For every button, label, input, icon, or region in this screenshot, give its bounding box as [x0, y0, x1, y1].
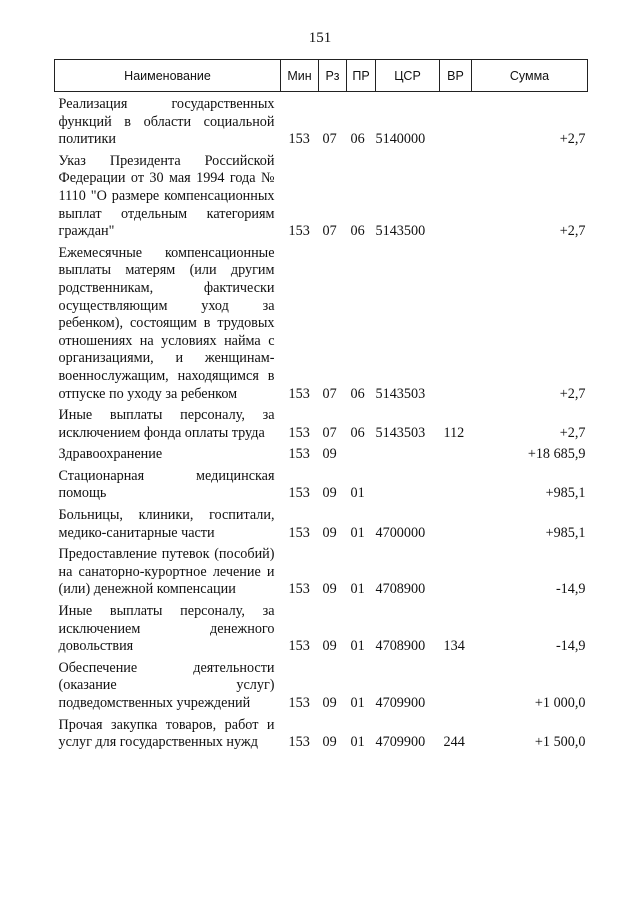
cell-vr — [440, 468, 472, 507]
cell-min: 153 — [288, 524, 310, 541]
table-row — [55, 507, 588, 546]
cell-pr: 01 — [350, 485, 365, 502]
cell-csr: 4709900 — [375, 734, 426, 751]
cell-min: 153 — [288, 446, 310, 463]
cell-sum: +1 500,0 — [534, 734, 586, 751]
header-name: Наименование — [55, 60, 281, 92]
table-row — [55, 245, 588, 407]
cell-vr: 134 — [443, 638, 465, 655]
cell-rz: 09 — [322, 485, 337, 502]
cell-pr: 06 — [350, 424, 365, 441]
cell-pr: 06 — [350, 223, 365, 240]
cell-rz: 07 — [322, 385, 337, 402]
cell-name: Указ Президента Российской Федерации от 30 мая 1994 года № 1110 "О размере компенсационных выплат отдельным категориям граждан" — [58, 152, 275, 240]
cell-pr: 06 — [350, 131, 365, 148]
page-number: 151 — [308, 30, 332, 46]
cell-sum: +2,7 — [559, 424, 586, 441]
cell-vr — [440, 92, 472, 153]
cell-pr — [347, 446, 376, 468]
cell-sum: +1 000,0 — [534, 695, 586, 711]
table-header — [55, 60, 588, 92]
cell-pr: 06 — [350, 385, 365, 402]
cell-csr: 4709900 — [375, 695, 426, 711]
cell-vr — [440, 153, 472, 245]
cell-min: 153 — [288, 223, 310, 240]
header-vr: ВР — [440, 60, 472, 92]
cell-vr — [440, 546, 472, 603]
table-row — [55, 446, 588, 468]
cell-min: 153 — [288, 638, 310, 655]
table-body — [55, 92, 588, 756]
cell-sum: +2,7 — [559, 131, 586, 148]
table-row — [55, 660, 588, 717]
cell-name: Прочая закупка товаров, работ и услуг для государственных нужд — [58, 716, 275, 751]
cell-rz: 07 — [322, 223, 337, 240]
cell-name: Иные выплаты персоналу, за исключением фонда оплаты труда — [58, 407, 275, 441]
cell-name: Стационарная медицинская помощь — [58, 467, 275, 502]
header-csr: ЦСР — [376, 60, 440, 92]
cell-min: 153 — [288, 581, 310, 598]
cell-min: 153 — [288, 485, 310, 502]
header-pr: ПР — [347, 60, 376, 92]
cell-csr: 5143503 — [375, 385, 426, 402]
cell-sum: -14,9 — [555, 581, 586, 598]
cell-name: Предоставление путевок (пособий) на санаторно-курортное лечение и (или) денежной компенсации — [58, 546, 275, 598]
cell-sum: +2,7 — [559, 385, 586, 402]
cell-vr — [440, 446, 472, 468]
cell-rz: 09 — [322, 581, 337, 598]
table-row — [55, 603, 588, 660]
cell-vr — [440, 660, 472, 717]
cell-rz: 07 — [322, 424, 337, 441]
header-row — [55, 60, 588, 92]
cell-sum: -14,9 — [555, 638, 586, 655]
cell-vr — [440, 507, 472, 546]
header-sum: Сумма — [472, 60, 588, 92]
cell-csr — [376, 468, 440, 507]
cell-vr — [440, 245, 472, 407]
cell-vr: 244 — [443, 734, 465, 751]
cell-csr — [376, 446, 440, 468]
table-row — [55, 468, 588, 507]
cell-name: Больницы, клиники, госпитали, медико-санитарные части — [58, 507, 275, 541]
cell-sum: +985,1 — [545, 524, 586, 541]
table-row — [55, 717, 588, 756]
cell-rz: 07 — [322, 131, 337, 148]
header-rz: Рз — [319, 60, 347, 92]
cell-min: 153 — [288, 131, 310, 148]
cell-rz: 09 — [322, 446, 337, 463]
table-row — [55, 407, 588, 446]
cell-csr: 4700000 — [375, 524, 426, 541]
cell-pr: 01 — [350, 734, 365, 751]
cell-name: Иные выплаты персоналу, за исключением денежного довольствия — [58, 603, 275, 655]
cell-name: Ежемесячные компенсационные выплаты матерям (или другим родственникам, фактически осуществляющим уход за ребенком), состоящим в трудовых отношениях на условиях найма с организациями, и женщинам-военнослужащим, находящимся в отпуске по уходу за ребенком — [58, 244, 275, 402]
table-row — [55, 546, 588, 603]
cell-pr: 01 — [350, 695, 365, 711]
cell-pr: 01 — [350, 638, 365, 655]
cell-sum: +985,1 — [545, 485, 586, 502]
cell-min: 153 — [288, 695, 310, 711]
cell-rz: 09 — [322, 524, 337, 541]
cell-name: Реализация государственных функций в области социальной политики — [58, 96, 275, 148]
cell-csr: 4708900 — [375, 638, 426, 655]
cell-csr: 4708900 — [375, 581, 426, 598]
budget-table — [54, 59, 588, 756]
cell-min: 153 — [288, 385, 310, 402]
cell-pr: 01 — [350, 581, 365, 598]
cell-name: Здравоохранение — [58, 446, 163, 463]
cell-rz: 09 — [322, 695, 337, 711]
cell-csr: 5143500 — [375, 223, 426, 240]
cell-sum: +2,7 — [559, 223, 586, 240]
cell-pr: 01 — [350, 524, 365, 541]
cell-min: 153 — [288, 734, 310, 751]
cell-rz: 09 — [322, 638, 337, 655]
cell-min: 153 — [288, 424, 310, 441]
cell-vr: 112 — [443, 424, 465, 441]
header-min: Мин — [281, 60, 319, 92]
cell-sum: +18 685,9 — [527, 446, 586, 463]
table-row — [55, 92, 588, 153]
cell-rz: 09 — [322, 734, 337, 751]
cell-csr: 5143503 — [375, 424, 426, 441]
table-row — [55, 153, 588, 245]
cell-name: Обеспечение деятельности (оказание услуг) подведомственных учреждений — [58, 659, 275, 711]
cell-csr: 5140000 — [375, 131, 426, 148]
